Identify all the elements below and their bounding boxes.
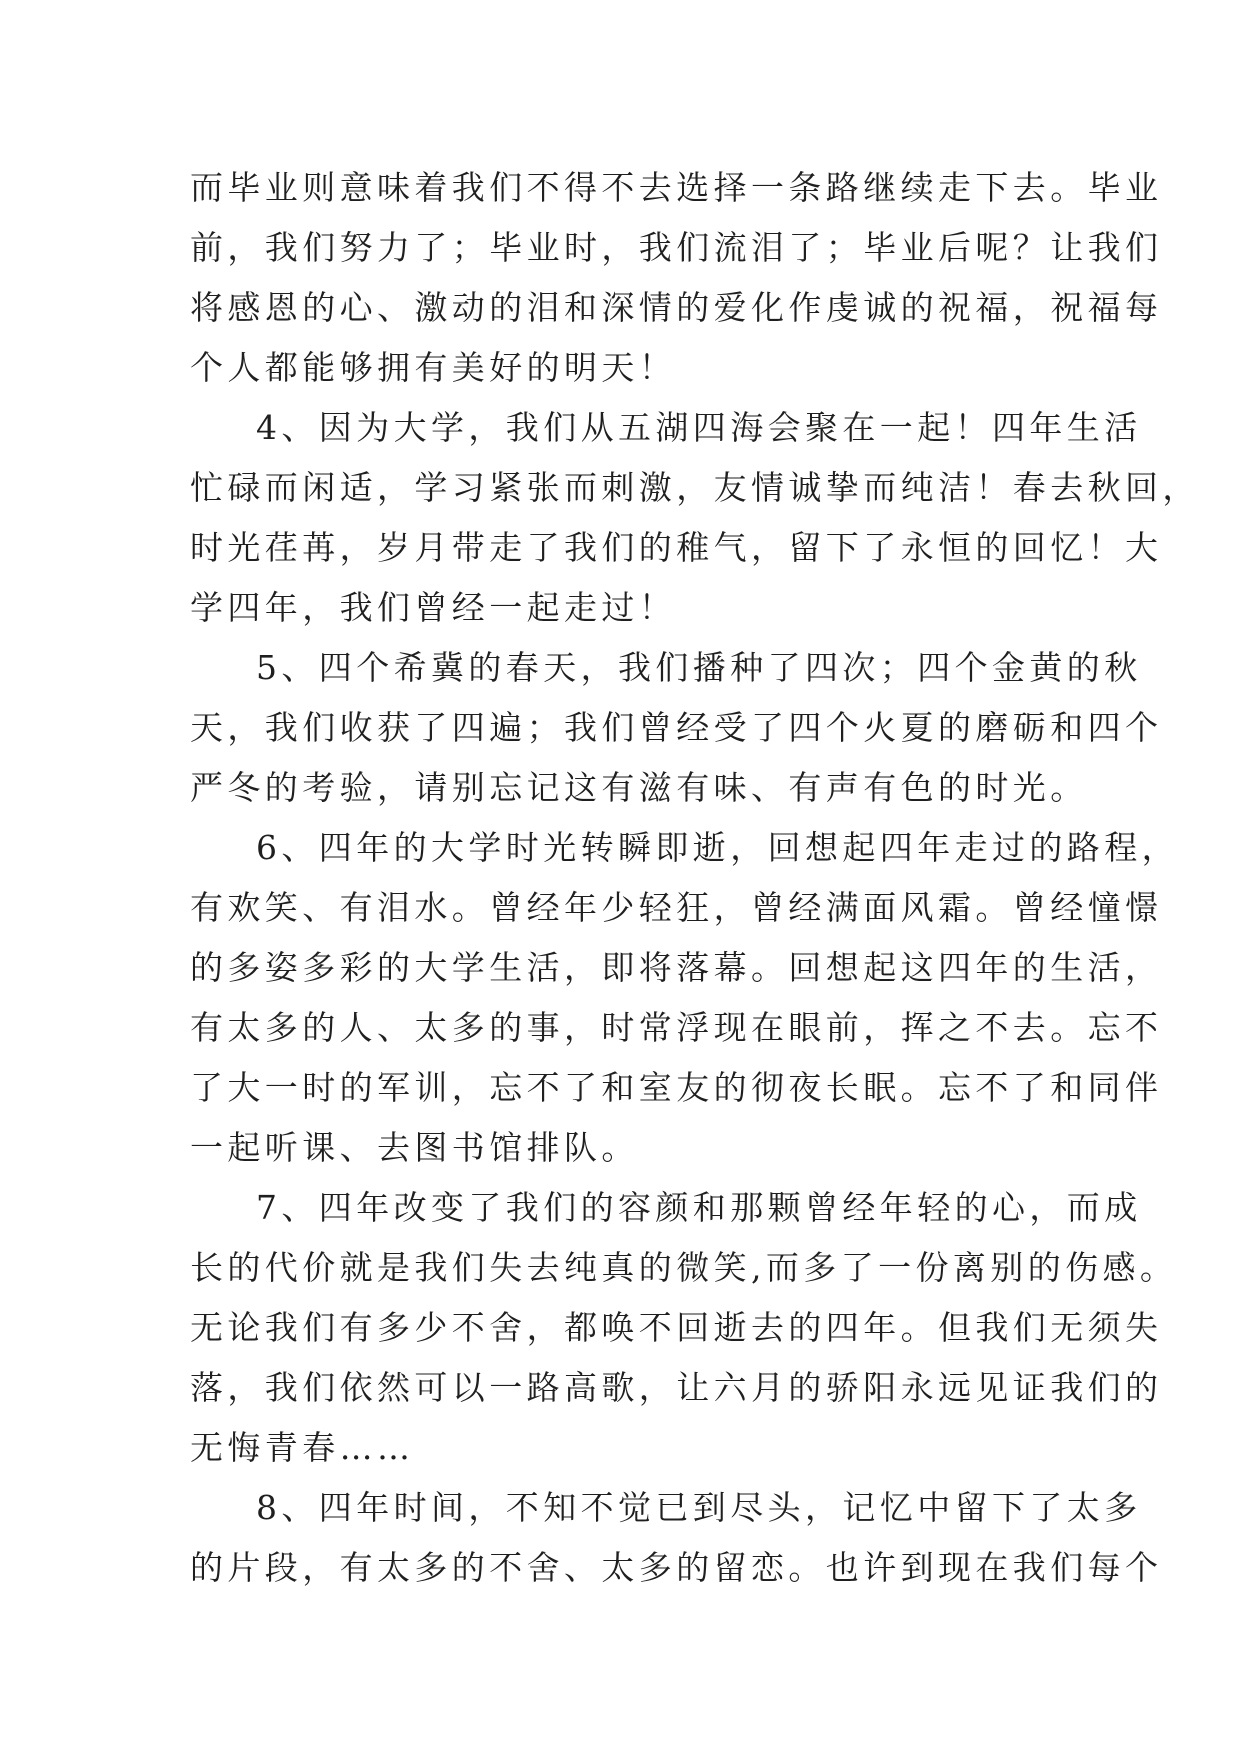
text-line: 忙碌而闲适，学习紧张而刺激，友情诚挚而纯洁！春去秋回，	[190, 468, 1200, 507]
paragraph-6	[190, 818, 1179, 1178]
text-line: 一起听课、去图书馆排队。	[190, 1128, 639, 1167]
text-line: 学四年，我们曾经一起走过！	[190, 588, 677, 627]
text-line: 长的代价就是我们失去纯真的微笑,而多了一份离别的伤感。	[190, 1248, 1178, 1287]
paragraph-4	[190, 398, 1200, 638]
document-body	[190, 158, 1200, 1598]
paragraph-7	[190, 1178, 1178, 1478]
paragraph-1	[190, 158, 1163, 398]
text-line: 天，我们收获了四遍；我们曾经受了四个火夏的磨砺和四个	[190, 708, 1163, 747]
text-line: 无悔青春……	[190, 1428, 415, 1467]
text-line: 4、因为大学，我们从五湖四海会聚在一起！四年生活	[256, 408, 1142, 447]
text-line: 的片段，有太多的不舍、太多的留恋。也许到现在我们每个	[190, 1548, 1163, 1587]
text-line: 时光荏苒，岁月带走了我们的稚气，留下了永恒的回忆！大	[190, 528, 1163, 567]
text-line: 有欢笑、有泪水。曾经年少轻狂，曾经满面风霜。曾经憧憬	[190, 888, 1163, 927]
text-line: 个人都能够拥有美好的明天！	[190, 348, 677, 387]
text-line: 严冬的考验，请别忘记这有滋有味、有声有色的时光。	[190, 768, 1088, 807]
text-line: 而毕业则意味着我们不得不去选择一条路继续走下去。毕业	[190, 168, 1163, 207]
text-line: 前，我们努力了；毕业时，我们流泪了；毕业后呢？让我们	[190, 228, 1163, 267]
text-line: 了大一时的军训，忘不了和室友的彻夜长眠。忘不了和同伴	[190, 1068, 1163, 1107]
text-line: 落，我们依然可以一路高歌，让六月的骄阳永远见证我们的	[190, 1368, 1163, 1407]
text-line: 有太多的人、太多的事，时常浮现在眼前，挥之不去。忘不	[190, 1008, 1163, 1047]
text-line: 5、四个希冀的春天，我们播种了四次；四个金黄的秋	[256, 648, 1142, 687]
paragraph-5	[190, 638, 1163, 818]
text-line: 8、四年时间，不知不觉已到尽头，记忆中留下了太多	[256, 1488, 1142, 1527]
text-line: 7、四年改变了我们的容颜和那颗曾经年轻的心，而成	[256, 1188, 1142, 1227]
text-line: 无论我们有多少不舍，都唤不回逝去的四年。但我们无须失	[190, 1308, 1163, 1347]
paragraph-8	[190, 1478, 1163, 1598]
text-line: 的多姿多彩的大学生活，即将落幕。回想起这四年的生活，	[190, 948, 1163, 987]
text-line: 6、四年的大学时光转瞬即逝，回想起四年走过的路程，	[256, 828, 1179, 867]
text-line: 将感恩的心、激动的泪和深情的爱化作虔诚的祝福，祝福每	[190, 288, 1163, 327]
